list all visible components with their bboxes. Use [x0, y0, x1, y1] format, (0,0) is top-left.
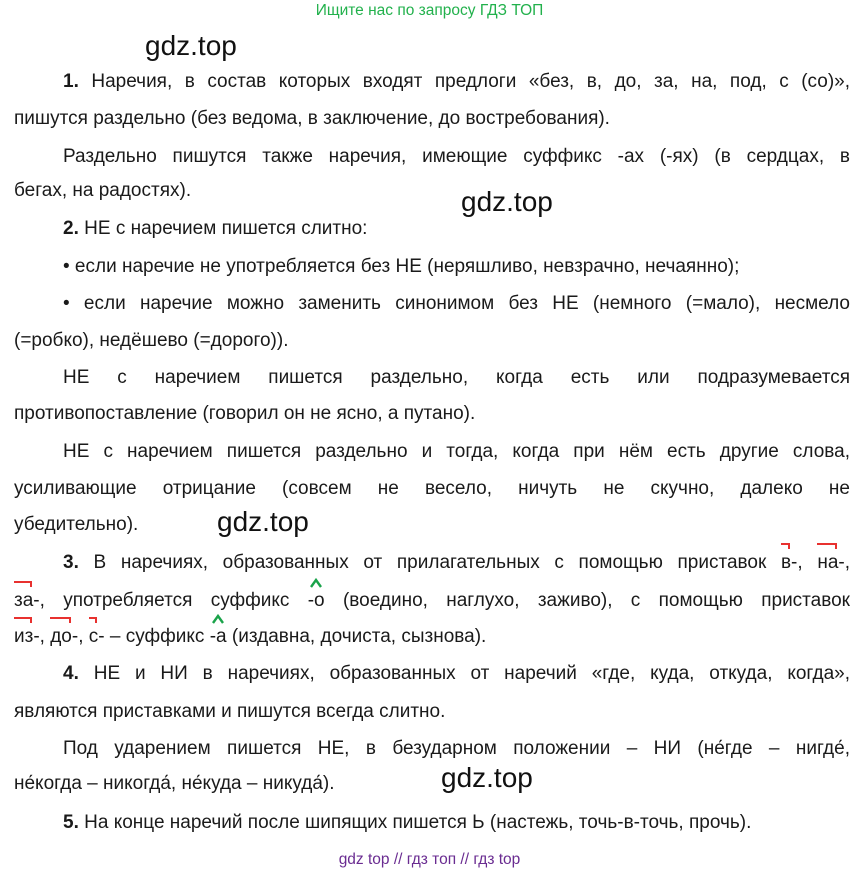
- prefix-bracket-icon: [50, 617, 71, 623]
- rule-2-line-9: убедительно).: [14, 514, 139, 535]
- rule-3-number: 3.: [63, 552, 79, 573]
- rule-2-bullet-1: • если наречие не употребляется без НЕ (неряшливо, невзрачно, нечаянно);: [63, 256, 740, 277]
- suffix-a: -а: [210, 626, 227, 647]
- rule-1-text: Наречия, в состав которых входят предлоги «без, в, до, за, на, под, с (со)»,: [91, 71, 851, 92]
- watermark: gdz.top: [217, 506, 309, 537]
- prefix-na: на: [817, 552, 838, 573]
- prefix-iz: из: [14, 626, 33, 647]
- rule-4-line-2: являются приставками и пишутся всегда слитно.: [14, 701, 446, 722]
- rule-3-line-1: 3. В наречиях, образованных от прилагательных с помощью приставок в-, на-,: [63, 552, 850, 574]
- rule-4-text: НЕ и НИ в наречиях, образованных от наречий «где, куда, откуда, когда»,: [93, 663, 850, 684]
- rule-2-line-5: НЕ с наречием пишется раздельно, когда есть или подразумевается: [63, 367, 850, 388]
- rule-4-line-1: [63, 663, 850, 685]
- rule-1-number: 1.: [63, 71, 79, 92]
- search-hint-link[interactable]: Ищите нас по запросу ГДЗ ТОП: [315, 2, 544, 19]
- footer-links[interactable]: gdz top // гдз топ // гдз top: [338, 851, 521, 868]
- rule-2-line-8: усиливающие отрицание (совсем не весело, ничуть не скучно, далеко не: [14, 478, 850, 499]
- rule-1-line-3: Раздельно пишутся также наречия, имеющие суффикс -ах (-ях) (в сердцах, в: [63, 146, 850, 167]
- prefix-bracket-icon: [14, 581, 32, 587]
- watermark: gdz.top: [461, 186, 553, 217]
- rule-1-line-2: пишутся раздельно (без ведома, в заключение, до востребования).: [14, 108, 610, 129]
- rule-3-line-3: из-, до-, с- – суффикс -а (издавна, дочиста, сызнова).: [14, 626, 850, 648]
- prefix-bracket-icon: [14, 617, 32, 623]
- rule-2-line-7: НЕ с наречием пишется раздельно и тогда, когда при нём есть другие слова,: [63, 441, 850, 462]
- rule-2-bullet-2: • если наречие можно заменить синонимом без НЕ (немного (=мало), несмело: [63, 293, 850, 314]
- prefix-bracket-icon: [817, 543, 837, 549]
- rule-4-line-3: Под ударением пишется НЕ, в безударном положении – НИ (не́где – нигде́,: [63, 738, 850, 759]
- suffix-caret-icon: [212, 613, 224, 625]
- rule-2-line-6: противопоставление (говорил он не ясно, а путано).: [14, 403, 476, 424]
- rule-1-line-4: бегах, на радостях).: [14, 180, 192, 201]
- prefix-v: в: [781, 552, 791, 573]
- rule-5-line-1: [63, 812, 850, 834]
- suffix-caret-icon: [310, 577, 322, 589]
- rule-5-text: На конце наречий после шипящих пишется Ь (настежь, точь-в-точь, прочь).: [84, 812, 752, 833]
- prefix-za: за: [14, 590, 33, 611]
- rule-5-number: 5.: [63, 812, 79, 833]
- prefix-s: с: [89, 626, 99, 647]
- prefix-do: до: [50, 626, 72, 647]
- prefix-bracket-icon: [89, 617, 98, 623]
- rule-2-number: 2.: [63, 218, 79, 239]
- rule-4-line-4: не́когда – никогда́, не́куда – никуда́).: [14, 773, 335, 794]
- rule-2-line-4: (=робко), недёшево (=дорого)).: [14, 330, 289, 351]
- rule-3-text: В наречиях, образованных от прилагательных с помощью приставок: [93, 552, 767, 573]
- rule-2-text: НЕ с наречием пишется слитно:: [84, 218, 368, 239]
- rule-4-number: 4.: [63, 663, 79, 684]
- rule-3-line-2: за-, употребляется суффикс -о (воедино, наглухо, заживо), с помощью приставок: [14, 590, 850, 612]
- prefix-bracket-icon: [781, 543, 790, 549]
- watermark: gdz.top: [441, 762, 533, 793]
- rule-1-line-1: [63, 71, 850, 93]
- suffix-o: -о: [308, 590, 325, 611]
- watermark: gdz.top: [145, 30, 237, 61]
- rule-2-line-1: [63, 218, 850, 240]
